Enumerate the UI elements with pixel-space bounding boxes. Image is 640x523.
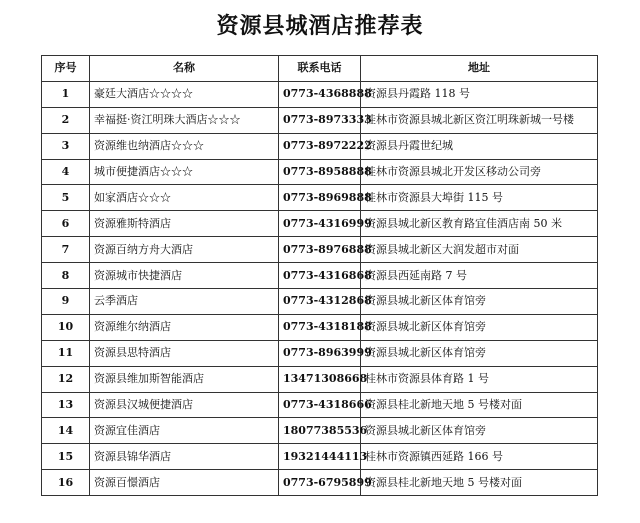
cell-no: 11: [42, 340, 90, 366]
table-row: [42, 392, 598, 418]
table-row: [42, 366, 598, 392]
cell-address: 资源县西延南路 7 号: [361, 263, 598, 289]
cell-no: 10: [42, 314, 90, 340]
cell-no: 15: [42, 444, 90, 470]
cell-address: 资源县桂北新地天地 5 号楼对面: [361, 392, 598, 418]
header-address: 地址: [361, 56, 598, 82]
cell-no: 13: [42, 392, 90, 418]
cell-hotel-name: 资源维尔纳酒店: [90, 314, 279, 340]
cell-no: 6: [42, 211, 90, 237]
cell-hotel-name: 城市便捷酒店☆☆☆: [90, 159, 279, 185]
table-body: [42, 81, 598, 495]
page-title: 资源县城酒店推荐表: [216, 13, 424, 39]
table-row: [42, 263, 598, 289]
table-header-row: [42, 56, 598, 82]
cell-no: 1: [42, 81, 90, 107]
cell-hotel-name: 资源雅斯特酒店: [90, 211, 279, 237]
cell-address: 资源县城北新区体育馆旁: [361, 340, 598, 366]
cell-no: 16: [42, 470, 90, 496]
table-row: [42, 340, 598, 366]
table-row: [42, 185, 598, 211]
header-phone: 联系电话: [279, 56, 361, 82]
cell-no: 14: [42, 418, 90, 444]
cell-phone: 0773-8969888: [279, 185, 361, 211]
table-row: [42, 107, 598, 133]
cell-hotel-name: 资源城市快捷酒店: [90, 263, 279, 289]
cell-phone: 0773-8973333: [279, 107, 361, 133]
cell-address: 资源县城北新区体育馆旁: [361, 418, 598, 444]
cell-phone: 0773-8972222: [279, 133, 361, 159]
cell-hotel-name: 资源县维加斯智能酒店: [90, 366, 279, 392]
cell-phone: 0773-8976888: [279, 237, 361, 263]
cell-phone: 0773-6795899: [279, 470, 361, 496]
header-name: 名称: [90, 56, 279, 82]
cell-no: 12: [42, 366, 90, 392]
cell-no: 9: [42, 289, 90, 315]
cell-hotel-name: 资源百纳方舟大酒店: [90, 237, 279, 263]
table-row: [42, 133, 598, 159]
cell-hotel-name: 资源县思特酒店: [90, 340, 279, 366]
cell-no: 7: [42, 237, 90, 263]
cell-address: 资源县城北新区体育馆旁: [361, 314, 598, 340]
table-row: [42, 470, 598, 496]
cell-address: 资源县丹霞路 118 号: [361, 81, 598, 107]
table-row: [42, 289, 598, 315]
cell-no: 2: [42, 107, 90, 133]
cell-address: 资源县城北新区大润发超市对面: [361, 237, 598, 263]
cell-phone: 0773-4316999: [279, 211, 361, 237]
cell-hotel-name: 豪廷大酒店☆☆☆☆: [90, 81, 279, 107]
cell-address: 资源县城北新区体育馆旁: [361, 289, 598, 315]
cell-no: 3: [42, 133, 90, 159]
table-row: [42, 211, 598, 237]
cell-address: 资源县城北新区教育路宜佳酒店南 50 米: [361, 211, 598, 237]
table-row: [42, 237, 598, 263]
cell-phone: 13471308668: [279, 366, 361, 392]
table-row: [42, 81, 598, 107]
cell-address: 桂林市资源县城北开发区移动公司旁: [361, 159, 598, 185]
cell-hotel-name: 资源县汉城便捷酒店: [90, 392, 279, 418]
cell-hotel-name: 资源百憬酒店: [90, 470, 279, 496]
cell-hotel-name: 资源维也纳酒店☆☆☆: [90, 133, 279, 159]
table-row: [42, 159, 598, 185]
cell-hotel-name: 资源宜佳酒店: [90, 418, 279, 444]
cell-address: 资源县丹霞世纪城: [361, 133, 598, 159]
cell-address: 桂林市资源县城北新区资江明珠新城一号楼: [361, 107, 598, 133]
cell-phone: 0773-4368888: [279, 81, 361, 107]
header-no: 序号: [42, 56, 90, 82]
cell-no: 8: [42, 263, 90, 289]
cell-hotel-name: 如家酒店☆☆☆: [90, 185, 279, 211]
cell-address: 桂林市资源县大埠街 115 号: [361, 185, 598, 211]
cell-hotel-name: 资源县锦华酒店: [90, 444, 279, 470]
cell-phone: 0773-4316868: [279, 263, 361, 289]
cell-hotel-name: 云季酒店: [90, 289, 279, 315]
cell-hotel-name: 幸福挺·资江明珠大酒店☆☆☆: [90, 107, 279, 133]
cell-phone: 0773-4318666: [279, 392, 361, 418]
cell-address: 资源县桂北新地天地 5 号楼对面: [361, 470, 598, 496]
cell-no: 4: [42, 159, 90, 185]
table-row: [42, 418, 598, 444]
cell-address: 桂林市资源镇西延路 166 号: [361, 444, 598, 470]
cell-phone: 19321444113: [279, 444, 361, 470]
cell-address: 桂林市资源县体育路 1 号: [361, 366, 598, 392]
cell-phone: 0773-4312868: [279, 289, 361, 315]
cell-phone: 18077385536: [279, 418, 361, 444]
cell-phone: 0773-4318188: [279, 314, 361, 340]
cell-phone: 0773-8958888: [279, 159, 361, 185]
table-row: [42, 444, 598, 470]
cell-no: 5: [42, 185, 90, 211]
table-row: [42, 314, 598, 340]
hotel-table: [41, 55, 598, 496]
cell-phone: 0773-8963999: [279, 340, 361, 366]
